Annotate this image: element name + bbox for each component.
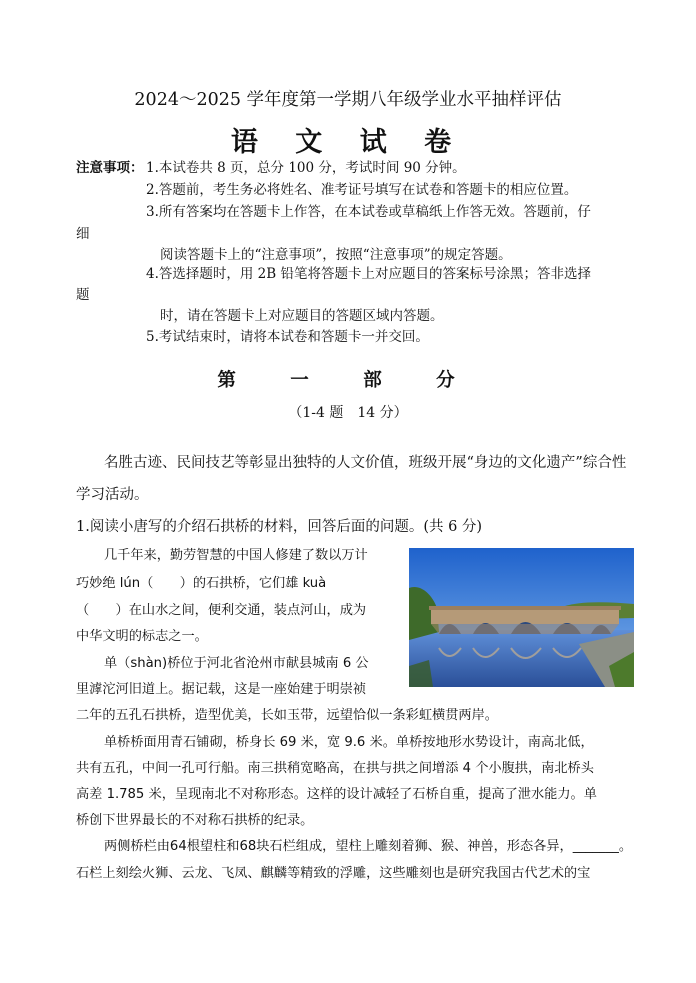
notice-line: 题 (76, 287, 90, 303)
passage-line: 二年的五孔石拱桥，造型优美，长如玉带，远望恰似一条彩虹横贯两岸。 (76, 708, 498, 723)
passage-line: 高差 1.785 米，呈现南北不对称形态。这样的设计减轻了石桥自重，提高了泄水能力。单 (76, 787, 597, 802)
exam-title: 2024～2025 学年度第一学期八年级学业水平抽样评估 (134, 90, 562, 110)
passage-line: 桥创下世界最长的不对称石拱桥的纪录。 (76, 813, 314, 828)
passage-line: 两侧桥栏由64根望柱和68块石栏组成，望柱上雕刻着狮、猴、神兽，形态各异，_______。 (104, 839, 633, 854)
passage-line: 几千年来，勤劳智慧的中国人修建了数以万计 (104, 548, 368, 563)
passage-line: 巧妙绝 lún（ ）的石拱桥，它们雄 kuà (76, 576, 327, 591)
intro-paragraph-line: 学习活动。 (76, 487, 149, 503)
part-subtitle: （1-4 题 14 分） (288, 405, 408, 421)
subject-title: 语 文 试 卷 (230, 127, 466, 158)
stone-arch-bridge-photo (409, 548, 634, 687)
passage-line: 中华文明的标志之一。 (76, 629, 208, 644)
part-title: 第 一 部 分 (217, 370, 479, 391)
notice-line: 4.答选择题时，用 2B 铅笔将答题卡上对应题目的答案标号涂黑；答非选择 (146, 266, 591, 282)
passage-line: 石栏上刻绘火狮、云龙、飞凤、麒麟等精致的浮雕，这些雕刻也是研究我国古代艺术的宝 (76, 866, 591, 881)
notice-line: 3.所有答案均在答题卡上作答，在本试卷或草稿纸上作答无效。答题前，仔 (146, 204, 591, 220)
passage-line: 共有五孔，中间一孔可行船。南三拱稍宽略高，在拱与拱之间增添 4 个小腹拱，南北桥头 (76, 761, 594, 776)
question-1-stem: 1.阅读小唐写的介绍石拱桥的材料，回答后面的问题。(共 6 分) (76, 519, 483, 535)
passage-line: （ ）在山水之间，便利交通，装点河山，成为 (76, 603, 367, 618)
notice-line: 1.本试卷共 8 页，总分 100 分，考试时间 90 分钟。 (146, 160, 466, 176)
passage-line: 里滹沱河旧道上。据记载，这是一座始建于明崇祯 (76, 682, 367, 697)
notice-line: 阅读答题卡上的“注意事项”，按照“注意事项”的规定答题。 (160, 247, 512, 263)
notice-line: 5.考试结束时，请将本试卷和答题卡一并交回。 (146, 329, 429, 345)
notice-line: 细 (76, 226, 90, 242)
intro-paragraph-line: 名胜古迹、民间技艺等彰显出独特的人文价值，班级开展“身边的文化遗产”综合性 (104, 455, 627, 471)
notice-label: 注意事项： (76, 160, 144, 176)
notice-line: 2.答题前，考生务必将姓名、准考证号填写在试卷和答题卡的相应位置。 (146, 182, 578, 198)
notice-line: 时，请在答题卡上对应题目的答题区域内答题。 (160, 308, 444, 324)
passage-line: 单（shàn)桥位于河北省沧州市献县城南 6 公 (104, 656, 369, 671)
passage-line: 单桥桥面用青石铺砌，桥身长 69 米，宽 9.6 米。单桥按地形水势设计，南高北低， (104, 735, 594, 750)
